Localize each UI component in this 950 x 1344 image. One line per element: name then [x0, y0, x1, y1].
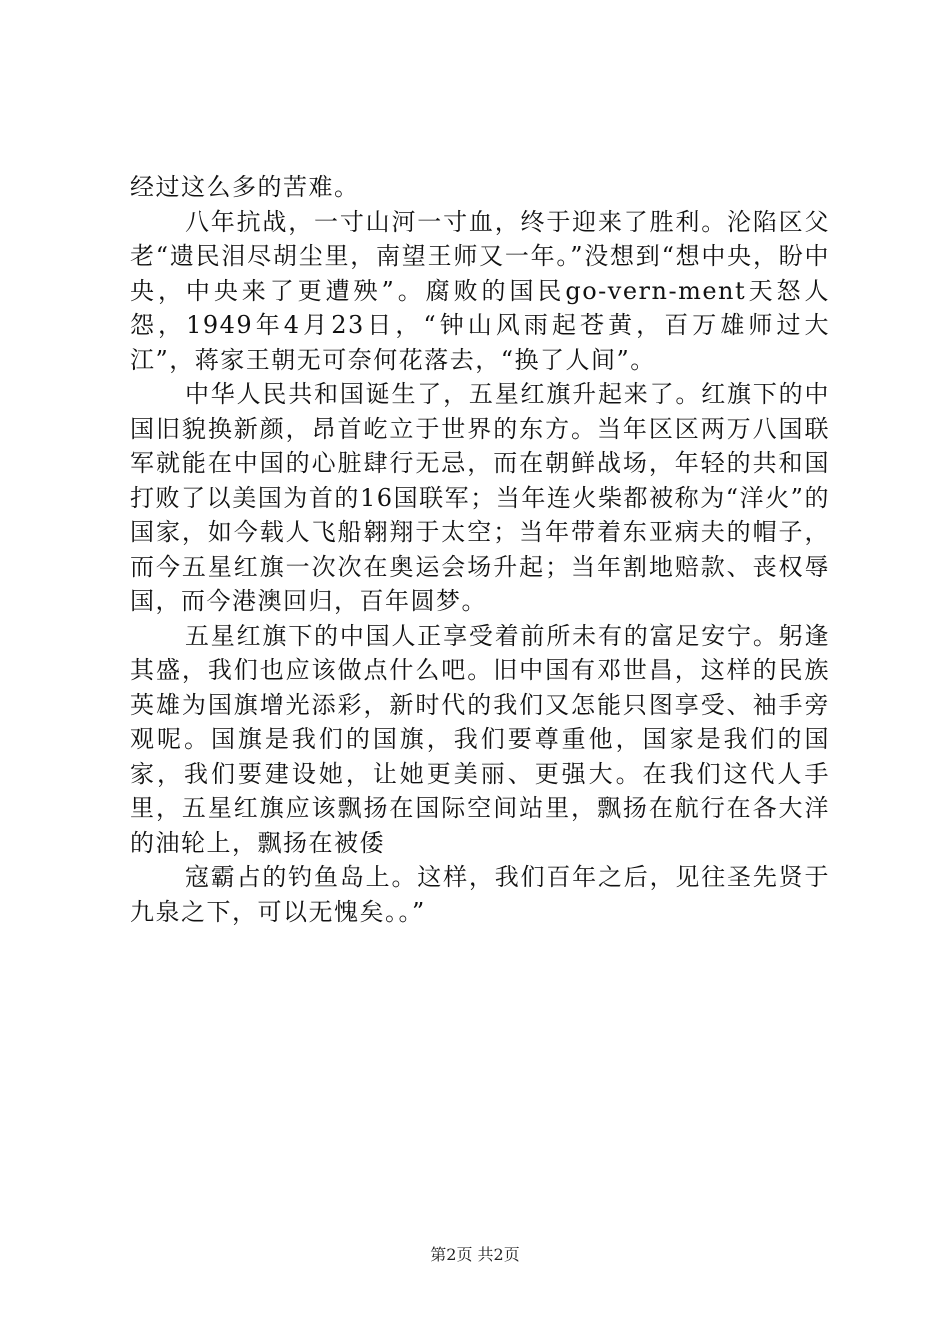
paragraph-2: 八年抗战，一寸山河一寸血，终于迎来了胜利。沦陷区父老“遗民泪尽胡尘里，南望王师又一年。”没想到“想中央，盼中央，中央来了更遭殃”。腐败的国民go-vern-ment天怒人怨，1949年4月23日，“钟山风雨起苍黄，百万雄师过大江”，蒋家王朝无可奈何花落去，“换了人间”。	[130, 207, 830, 374]
page-footer	[0, 1244, 950, 1266]
paragraph-5: 寇霸占的钓鱼岛上。这样，我们百年之后，见往圣先贤于九泉之下，可以无愧矣。。”	[130, 863, 830, 926]
paragraph-4: 五星红旗下的中国人正享受着前所未有的富足安宁。躬逢其盛，我们也应该做点什么吧。旧中国有邓世昌，这样的民族英雄为国旗增光添彩，新时代的我们又怎能只图享受、袖手旁观呢。国旗是我们的国旗，我们要尊重他，国家是我们的国家，我们要建设她，让她更美丽、更强大。在我们这代人手里，五星红旗应该飘扬在国际空间站里，飘扬在航行在各大洋的油轮上，飘扬在被倭	[130, 621, 830, 857]
page-number-label: 第2页 共2页	[430, 1245, 520, 1264]
document-body	[130, 170, 830, 929]
paragraph-1: 经过这么多的苦难。	[130, 173, 360, 201]
paragraph-3: 中华人民共和国诞生了，五星红旗升起来了。红旗下的中国旧貌换新颜，昂首屹立于世界的东方。当年区区两万八国联军就能在中国的心脏肆行无忌，而在朝鲜战场，年轻的共和国打败了以美国为首的16国联军；当年连火柴都被称为“洋火”的国家，如今载人飞船翱翔于太空；当年带着东亚病夫的帽子，而今五星红旗一次次在奥运会场升起；当年割地赔款、丧权辱国，而今港澳回归，百年圆梦。	[130, 380, 830, 615]
